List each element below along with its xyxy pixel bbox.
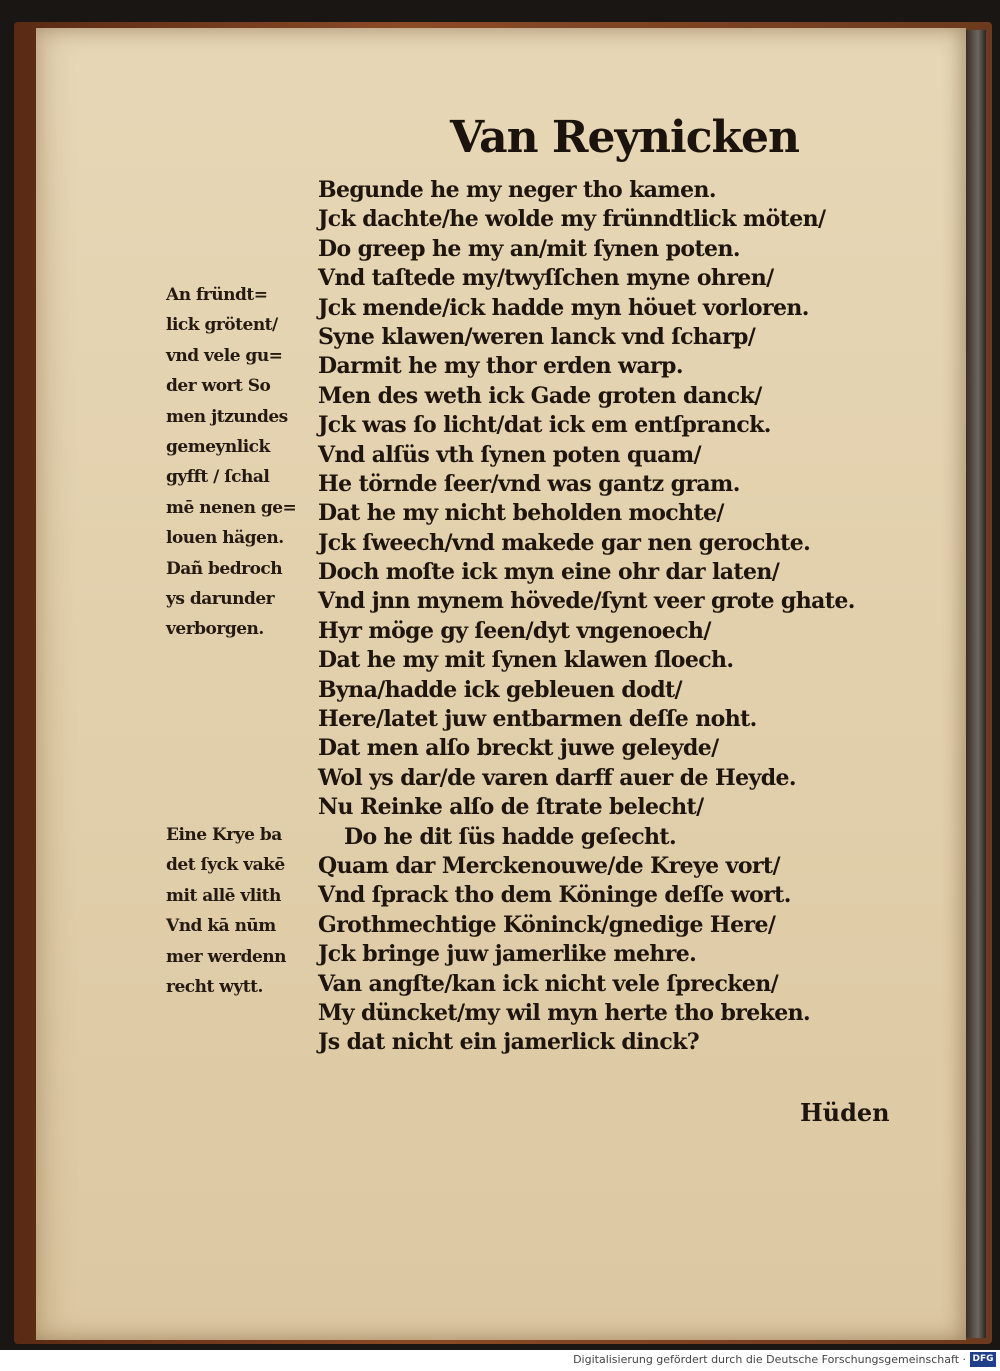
- verse-line: Jck ſweech/vnd makede gar nen gerochte.: [318, 529, 811, 556]
- dfg-logo: DFG: [970, 1352, 996, 1367]
- marginal-gloss-1: [166, 280, 296, 645]
- verse-line: Jck dachte/he wolde my frünndtlick möten/: [318, 206, 826, 233]
- gloss-line: gemeynlick: [166, 436, 270, 457]
- right-page-edge: [966, 30, 986, 1338]
- verse-line: My düncket/my wil myn herte tho breken.: [318, 999, 811, 1026]
- verse-line: Syne klawen/weren lanck vnd ſcharp/: [318, 323, 756, 350]
- verse-line: Dat he my nicht beholden mochte/: [318, 500, 724, 527]
- gloss-line: vnd vele gu=: [166, 345, 283, 366]
- verse-line: Hyr möge gy ſeen/dyt vngenoech/: [318, 617, 711, 644]
- verse-line: Darmit he my thor erden warp.: [318, 353, 683, 380]
- gloss-line: det ſyck vakē: [166, 855, 285, 876]
- verse-line: Vnd taſtede my/twyſſchen myne ohren/: [318, 265, 774, 292]
- verse-line: Grothmechtige Köninck/gnedige Here/: [318, 911, 776, 938]
- verse-line: Jck was ſo licht/dat ick em entſpranck.: [318, 412, 771, 439]
- footer-bar: [0, 1350, 1000, 1371]
- gloss-line: mer werdenn: [166, 946, 287, 967]
- gloss-line: Eine Krye ba: [166, 825, 282, 845]
- verse-line: Begunde he my neger tho kamen.: [318, 177, 716, 203]
- marginal-gloss-2: [166, 820, 286, 1002]
- verse-line: Byna/hadde ick gebleuen dodt/: [318, 676, 682, 703]
- gloss-line: mit allē vlith: [166, 885, 281, 906]
- gloss-line: lick grötent/: [166, 315, 278, 336]
- gloss-line: louen hägen.: [166, 528, 284, 549]
- verse-line: Van angſte/kan ick nicht vele ſprecken/: [318, 970, 779, 997]
- verse-line: He törnde ſeer/vnd was gantz gram.: [318, 470, 740, 497]
- verse-line: Jck mende/ick hadde myn höuet vorloren.: [318, 294, 809, 321]
- gloss-line: ys darunder: [166, 588, 275, 609]
- verse-line: Quam dar Merckenouwe/de Kreye vort/: [318, 852, 780, 879]
- verse-line: Dat men alſo breckt juwe geleyde/: [318, 735, 719, 762]
- verse-column: [318, 176, 855, 1058]
- verse-line: Wol ys dar/de varen darff auer de Heyde.: [318, 764, 796, 791]
- verse-line: Vnd jnn mynem hövede/ſynt veer grote ghate.: [318, 588, 855, 615]
- verse-line: Js dat nicht ein jamerlick dinck?: [318, 1029, 700, 1056]
- verse-line: Here/latet juw entbarmen deſſe noht.: [318, 706, 757, 733]
- gloss-line: gyfft / ſchal: [166, 467, 270, 488]
- verse-line: Vnd ſprack tho dem Köninge deſſe wort.: [318, 882, 791, 909]
- verse-line: Dat he my mit ſynen klawen ſloech.: [318, 647, 734, 674]
- verse-line: Doch moſte ick myn eine ohr dar laten/: [318, 559, 780, 586]
- verse-line: Men des weth ick Gade groten danck/: [318, 382, 762, 409]
- funding-notice: Digitalisierung gefördert durch die Deutsche Forschungsgemeinschaft ·: [573, 1353, 966, 1366]
- catchword: Hüden: [800, 1098, 890, 1127]
- gloss-line: recht wytt.: [166, 976, 263, 997]
- gloss-line: verborgen.: [166, 619, 264, 640]
- gloss-line: der wort So: [166, 376, 271, 397]
- gloss-line: An fründt=: [166, 285, 268, 305]
- verse-line: Do he dit ſüs hadde geſecht.: [344, 823, 677, 850]
- gloss-line: men jtzundes: [166, 406, 288, 427]
- gloss-line: Dañ bedroch: [166, 558, 283, 579]
- gloss-line: mē nenen ge=: [166, 497, 297, 518]
- running-head: Van Reynicken: [450, 112, 800, 163]
- verse-line: Nu Reinke alſo de ſtrate belecht/: [318, 794, 704, 821]
- gloss-line: Vnd kā nūm: [166, 916, 276, 937]
- verse-line: Jck bringe juw jamerlike mehre.: [318, 941, 697, 968]
- verse-line: Vnd alſüs vth ſynen poten quam/: [318, 441, 701, 468]
- verse-line: Do greep he my an/mit ſynen poten.: [318, 235, 740, 262]
